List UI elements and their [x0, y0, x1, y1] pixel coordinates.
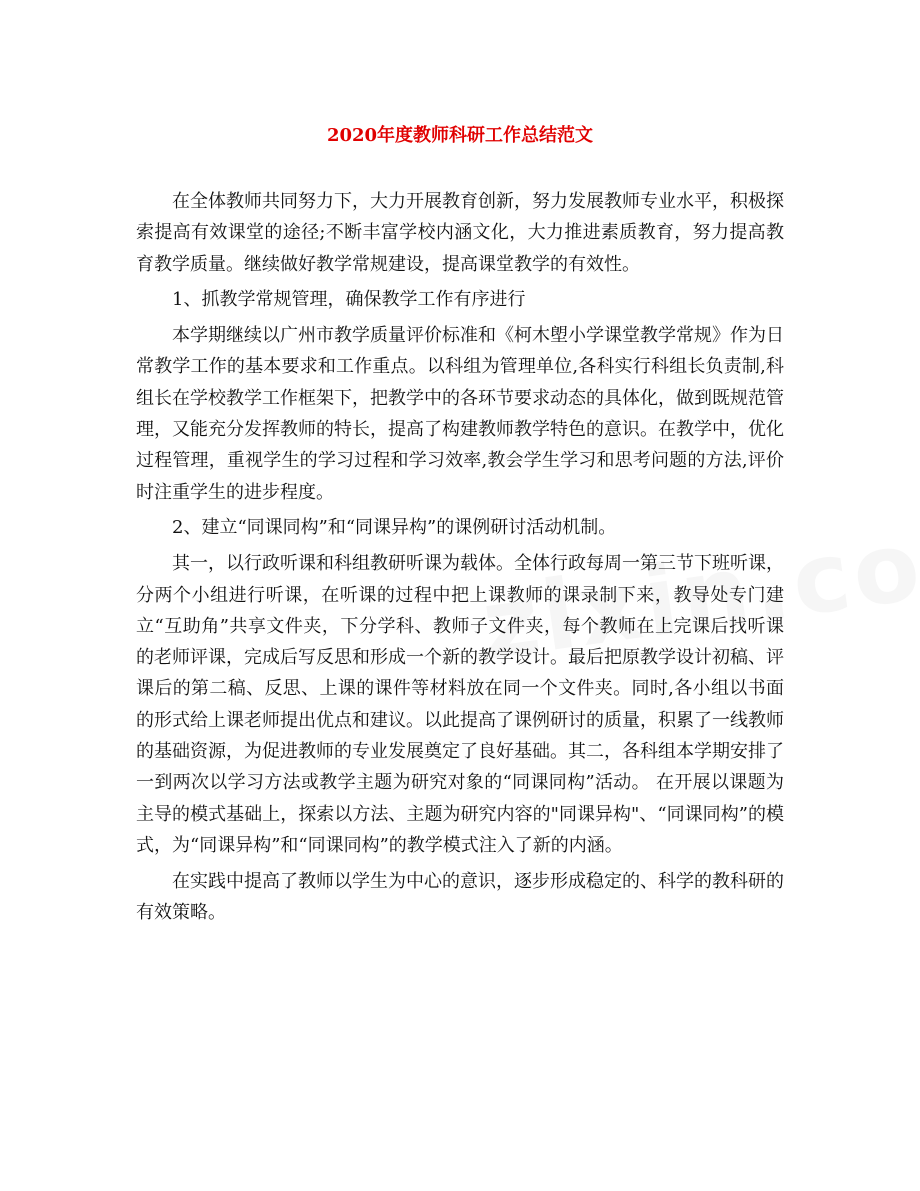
paragraph-conclusion: 在实践中提高了教师以学生为中心的意识，逐步形成稳定的、科学的教科研的有效策略。: [136, 870, 784, 924]
section-heading-2: 2、建立“同课同构”和“同课异构”的课例研讨活动机制。: [172, 517, 617, 539]
paragraph-intro: 在全体教师共同努力下，大力开展教育创新，努力发展教师专业水平，积极探索提高有效课堂的途径;不断丰富学校内涵文化，大力推进素质教育，努力提高教育教学质量。继续做好教学常规建设，提高课堂教学的有效性。: [136, 191, 784, 275]
section-heading-1: 1、抓教学常规管理，确保教学工作有序进行: [172, 289, 526, 311]
paragraph-section-1: 本学期继续以广州市教学质量评价标准和《柯木塱小学课堂教学常规》作为日常教学工作的基本要求和工作重点。以科组为管理单位,各科实行科组长负责制,科组长在学校教学工作框架下，把教学中的各环节要求动态的具体化，做到既规范管理，又能充分发挥教师的特长，提高了构建教师教学特色的意识。在教学中，优化过程管理，重视学生的学习过程和学习效率,教会学生学习和思考问题的方法,评价时注重学生的进步程度。: [136, 325, 784, 503]
document-title: 2020年度教师科研工作总结范文: [326, 125, 594, 146]
paragraph-section-2: 其一，以行政听课和科组教研听课为载体。全体行政每周一第三节下班听课，分两个小组进行听课，在听课的过程中把上课教师的课录制下来，教导处专门建立“互助角”共享文件夹，下分学科、教师子文件夹，每个教师在上完课后找听课的老师评课，完成后写反思和形成一个新的教学设计。最后把原教学设计初稿、评课后的第二稿、反思、上课的课件等材料放在同一个文件夹。同时,各小组以书面的形式给上课老师提出优点和建议。以此提高了课例研讨的质量，积累了一线教师的基础资源，为促进教师的专业发展奠定了良好基础。其二，各科组本学期安排了一到两次以学习方法或教学主题为研究对象的“同课同构”活动。 在开展以课题为主导的模式基础上，探索以方法、主题为研究内容的"同课异构"、“同课同构”的模式，为“同课异构”和“同课同构”的教学模式注入了新的内涵。: [136, 553, 784, 856]
document-body: [136, 186, 784, 933]
